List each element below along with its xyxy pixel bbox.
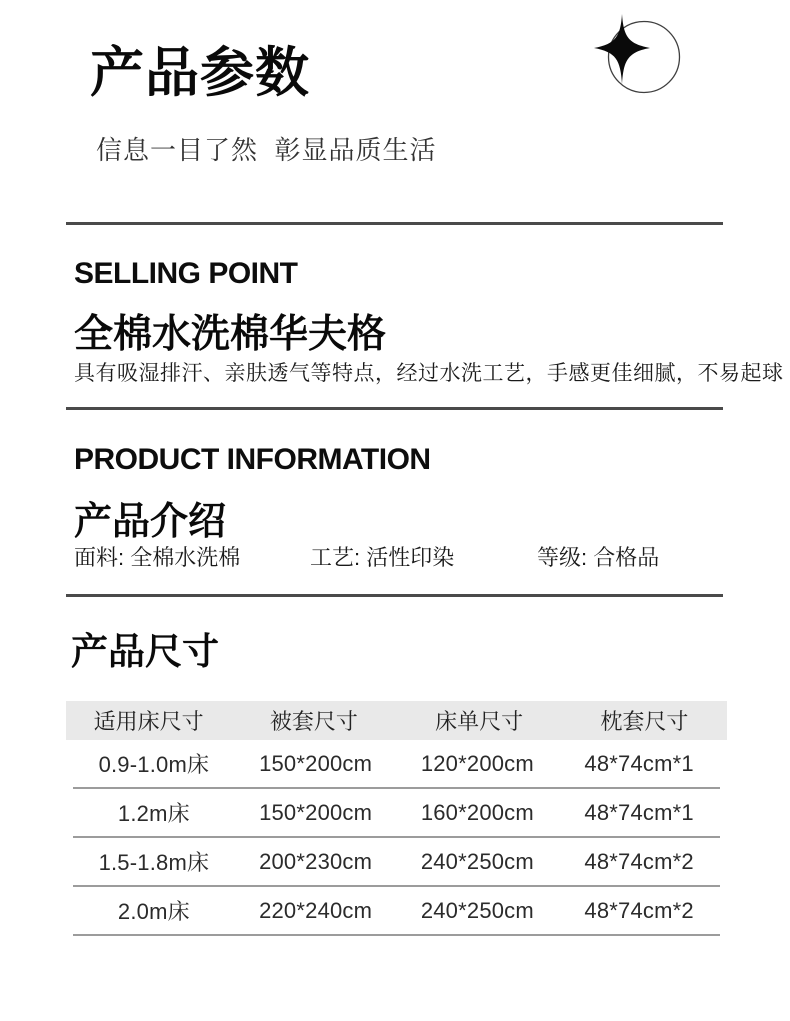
column-header-bed-size: 适用床尺寸 xyxy=(93,709,204,734)
size-table xyxy=(66,701,727,936)
spec-value: 活性印染 xyxy=(366,545,455,570)
selling-point-title: 全棉水洗棉华夫格 xyxy=(74,313,387,356)
spec-value: 全棉水洗棉 xyxy=(130,545,241,570)
table-row xyxy=(73,789,720,838)
table-cell: 150*200cm xyxy=(259,750,373,776)
product-specs-row xyxy=(0,541,790,571)
table-cell: 2.0m床 xyxy=(117,899,190,924)
page-title: 产品参数 xyxy=(90,43,310,103)
product-size-title: 产品尺寸 xyxy=(71,631,219,672)
table-row xyxy=(73,887,720,936)
table-cell: 240*250cm xyxy=(420,848,534,874)
table-cell: 48*74cm*1 xyxy=(584,799,694,825)
table-cell: 220*240cm xyxy=(259,897,373,923)
section-divider xyxy=(66,407,723,410)
size-table-header-row xyxy=(66,701,727,740)
table-cell: 120*200cm xyxy=(420,750,534,776)
spec-grade xyxy=(537,541,659,572)
table-cell: 1.5-1.8m床 xyxy=(98,850,210,875)
product-introduction-title: 产品介绍 xyxy=(74,501,227,543)
selling-point-description: 具有吸湿排汗、亲肤透气等特点，经过水洗工艺，手感更佳细腻，不易起球 xyxy=(74,362,784,385)
sparkle-icon xyxy=(576,8,696,113)
table-row xyxy=(73,838,720,887)
table-cell: 1.2m床 xyxy=(117,801,190,826)
section-divider xyxy=(66,222,723,225)
spec-label: 面料: xyxy=(74,545,131,570)
spec-label: 工艺: xyxy=(310,545,367,570)
spec-label: 等级: xyxy=(537,545,594,570)
table-cell: 48*74cm*1 xyxy=(584,750,694,776)
page-subtitle: 信息一目了然 彰显品质生活 xyxy=(96,135,437,165)
table-cell: 150*200cm xyxy=(259,799,373,825)
table-cell: 48*74cm*2 xyxy=(584,848,694,874)
product-information-heading: PRODUCT INFORMATION xyxy=(74,443,431,476)
table-cell: 0.9-1.0m床 xyxy=(98,752,210,777)
spec-process xyxy=(310,541,454,572)
table-cell: 160*200cm xyxy=(420,799,534,825)
section-divider xyxy=(66,594,723,597)
table-cell: 200*230cm xyxy=(259,848,373,874)
selling-point-heading: SELLING POINT xyxy=(74,257,298,290)
table-row xyxy=(73,740,720,789)
table-cell: 240*250cm xyxy=(420,897,534,923)
table-cell: 48*74cm*2 xyxy=(584,897,694,923)
column-header-duvet-cover-size: 被套尺寸 xyxy=(269,709,358,734)
spec-value: 合格品 xyxy=(593,545,660,570)
column-header-sheet-size: 床单尺寸 xyxy=(435,709,524,734)
spec-fabric xyxy=(74,541,240,572)
column-header-pillowcase-size: 枕套尺寸 xyxy=(600,709,689,734)
